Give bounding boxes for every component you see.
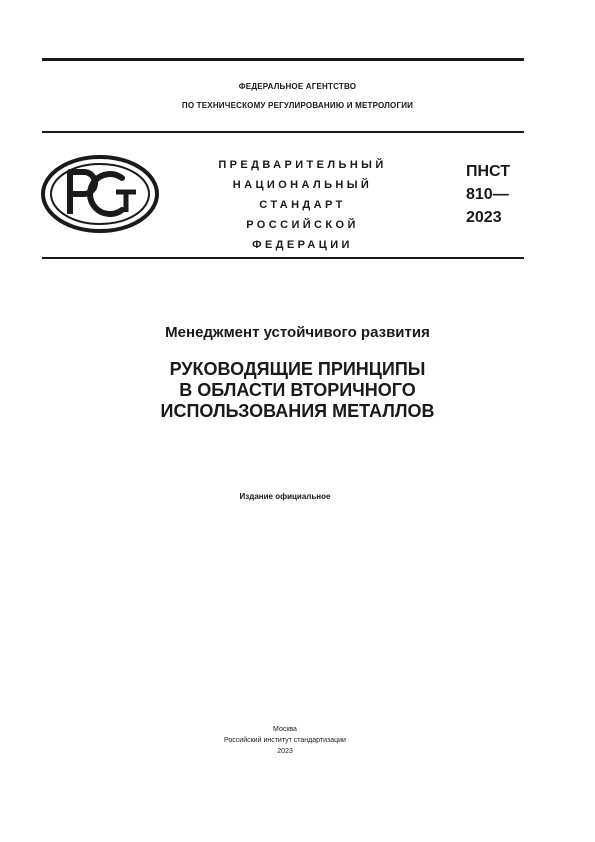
standard-code-number: 810— [466, 186, 509, 203]
rst-logo [40, 154, 160, 234]
edition-note: Издание официальное [239, 492, 331, 501]
header-rule [42, 131, 524, 133]
document-title [0, 359, 595, 422]
standard-designation [190, 155, 415, 255]
standard-code-year: 2023 [466, 209, 502, 226]
title-line: В ОБЛАСТИ ВТОРИЧНОГО [179, 380, 416, 400]
standard-code [466, 160, 510, 229]
designation-line: СТАНДАРТ [259, 199, 346, 211]
imprint-city: Москва [273, 726, 297, 733]
agency-name-line1: ФЕДЕРАЛЬНОЕ АГЕНТСТВО [238, 82, 357, 91]
top-rule [42, 58, 524, 61]
standard-code-prefix: ПНСТ [466, 163, 510, 180]
imprint [0, 724, 570, 757]
header-bottom-rule [42, 257, 524, 259]
agency-name-line2: ПО ТЕХНИЧЕСКОМУ РЕГУЛИРОВАНИЮ И МЕТРОЛОГИИ [181, 101, 414, 110]
imprint-year: 2023 [277, 748, 293, 755]
designation-line: НАЦИОНАЛЬНЫЙ [232, 179, 373, 191]
rst-mark-icon [40, 154, 160, 234]
title-line: ИСПОЛЬЗОВАНИЯ МЕТАЛЛОВ [160, 401, 435, 421]
imprint-publisher: Российский институт стандартизации [224, 737, 346, 744]
series-title: Менеджмент устойчивого развития [165, 324, 430, 341]
designation-line: ФЕДЕРАЦИИ [252, 239, 353, 251]
title-line: РУКОВОДЯЩИЕ ПРИНЦИПЫ [169, 359, 426, 379]
designation-line: ПРЕДВАРИТЕЛЬНЫЙ [218, 159, 387, 171]
designation-line: РОССИЙСКОЙ [246, 219, 359, 231]
